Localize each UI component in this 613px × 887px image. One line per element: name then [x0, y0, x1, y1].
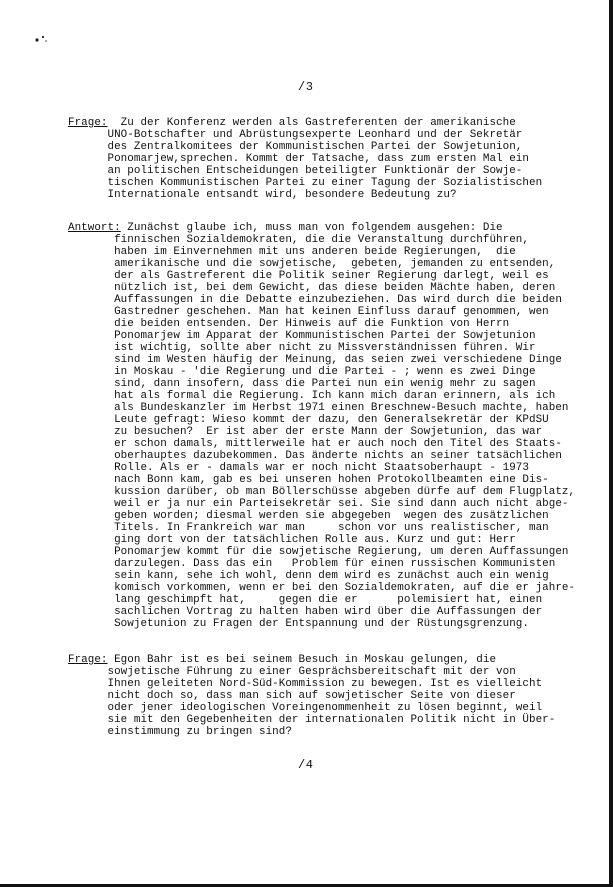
answer-line: komisch vorkommen, wenn er bei den Sozialdemokraten, auf die er jahre- [68, 582, 576, 594]
answer-label: Antwort: [68, 222, 121, 234]
question-1-line: Internationale entsandt wird, besondere Bedeutung zu? [68, 189, 457, 201]
answer-first-line-text: Zunächst glaube ich, muss man von folgendem ausgehen: Die [120, 222, 503, 234]
question-2-label: Frage: [68, 654, 108, 666]
question-1-label: Frage: [68, 117, 108, 129]
answer-line: amerikanische und die sowjetische, gebeten, jemanden zu entsenden, [68, 258, 556, 270]
answer-line: lang geschimpft hat, gegen die er polemisiert hat, einen [68, 594, 543, 606]
answer-line: sein kann, sehe ich wohl, denn dem wird es zunächst auch ein wenig [68, 570, 549, 582]
answer-line: in Moskau - 'die Regierung und die Partei - ; wenn es zwei Dinge [68, 366, 536, 378]
question-1-line: an politischen Entscheidungen beteiligter Funktionär der Sowje- [68, 165, 523, 177]
scan-border-right [609, 0, 613, 887]
answer-line: Rolle. Als er - damals war er noch nicht Staatsoberhaupt - 1973 [68, 462, 529, 474]
answer-line: zu besuchen? Er ist aber der erste Mann der Sowjetunion, das war [68, 426, 543, 438]
answer-first-line [68, 222, 578, 234]
answer-1 [68, 222, 578, 630]
answer-line: sachlichen Vortrag zu halten haben wird über die Auffassungen der [68, 606, 543, 618]
answer-line: die beiden entsenden. Der Hinweis auf die Funktion von Herrn [68, 318, 510, 330]
question-1-first-line-text: Zu der Konferenz werden als Gastreferenten der amerikanische [107, 117, 516, 129]
answer-line: geben worden; diesmal werden sie abgegeben wegen des zusätzlichen [68, 510, 549, 522]
question-2-line: sowjetische Führung zu einer Gesprächsbereitschaft mit der von [68, 666, 516, 678]
scan-speck [34, 34, 48, 44]
question-1-line: des Zentralkomitees der Kommunistischen Partei der Sowjetunion, [68, 141, 523, 153]
question-1-line: tischen Kommunistischen Partei zu einer Tagung der Sozialistischen [68, 177, 543, 189]
answer-line: nach Bonn kam, gab es bei unseren hohen Protokollbeamten eine Dis- [68, 474, 549, 486]
answer-line: er schon damals, mittlerweile hat er auch noch den Titel des Staats- [68, 438, 562, 450]
answer-line: Leute gefragt: Wieso kommt der dazu, den Generalsekretär der KPdSU [68, 414, 549, 426]
question-2-line: einstimmung zu bringen sind? [68, 726, 292, 738]
answer-line: Ponomarjew im Apparat der Kommunistischen Partei der Sowjetunion [68, 330, 536, 342]
question-2-line: Ihnen geleiteten Nord-Süd-Kommission zu bewegen. Ist es vielleicht [68, 678, 543, 690]
question-2 [68, 654, 578, 738]
answer-line: hat als formal die Regierung. Ich kann mich daran erinnern, als ich [68, 390, 556, 402]
answer-line: Gastredner geschehen. Man hat keinen Einfluss darauf genommen, wen [68, 306, 549, 318]
answer-line: haben im Einvernehmen mit uns anderen beide Regierungen, die [68, 246, 516, 258]
question-2-line: nicht doch so, dass man sich auf sowjetischer Seite von dieser [68, 690, 516, 702]
answer-line: ging dort von der tatsächlichen Rolle aus. Kurz und gut: Herr [68, 534, 516, 546]
question-1-line: UNO-Botschafter und Abrüstungsexperte Leonhard und der Sekretär [68, 129, 523, 141]
question-2-line: oder jener ideologischen Voreingenommenheit zu lösen beginnt, weil [68, 702, 543, 714]
page-number-top: /3 [298, 80, 314, 94]
answer-line: der als Gastreferent die Politik seiner Regierung darlegt, weil es [68, 270, 549, 282]
answer-line: weil er ja nur ein Parteisekretär sei. Sie sind dann auch nicht abge- [68, 498, 569, 510]
answer-line: finnischen Sozialdemokraten, die die Veranstaltung durchführen, [68, 234, 529, 246]
question-2-line: sie mit den Gegebenheiten der internationalen Politik nicht in Über- [68, 714, 556, 726]
answer-line: sind, dann insofern, dass die Partei nun ein wenig mehr zu sagen [68, 378, 536, 390]
question-1-first-line [68, 117, 578, 129]
question-2-first-line [68, 654, 578, 666]
question-1-line: Ponomarjew,sprechen. Kommt der Tatsache, dass zum ersten Mal ein [68, 153, 529, 165]
answer-line: sind im Westen häufig der Meinung, das seien zwei verschiedene Dinge [68, 354, 562, 366]
question-2-first-line-text: Egon Bahr ist es bei seinem Besuch in Moskau gelungen, die [107, 654, 497, 666]
answer-line: nützlich ist, bei dem Gewicht, das diese beiden Mächte haben, deren [68, 282, 556, 294]
page-number-bottom: /4 [298, 758, 314, 772]
answer-line: kussion darüber, ob man Böllerschüsse abgeben dürfe auf dem Flugplatz, [68, 486, 576, 498]
question-1 [68, 117, 578, 201]
answer-line: Auffassungen in die Debatte einzubeziehen. Das wird durch die beiden [68, 294, 562, 306]
answer-line: Ponomarjew kommt für die sowjetische Regierung, um deren Auffassungen [68, 546, 569, 558]
answer-line: Titels. In Frankreich war man schon vor uns realistischer, man [68, 522, 549, 534]
answer-line: oberhauptes dazubekommen. Das änderte nichts an seiner tatsächlichen [68, 450, 562, 462]
answer-line: ist wichtig, sollte aber nicht zu Missverständnissen führen. Wir [68, 342, 536, 354]
answer-line: Sowjetunion zu Fragen der Entspannung und der Rüstungsgrenzung. [68, 618, 529, 630]
answer-line: als Bundeskanzler im Herbst 1971 einen Breschnew-Besuch machte, haben [68, 402, 569, 414]
answer-line: darzulegen. Dass das ein Problem für einen russischen Kommunisten [68, 558, 556, 570]
